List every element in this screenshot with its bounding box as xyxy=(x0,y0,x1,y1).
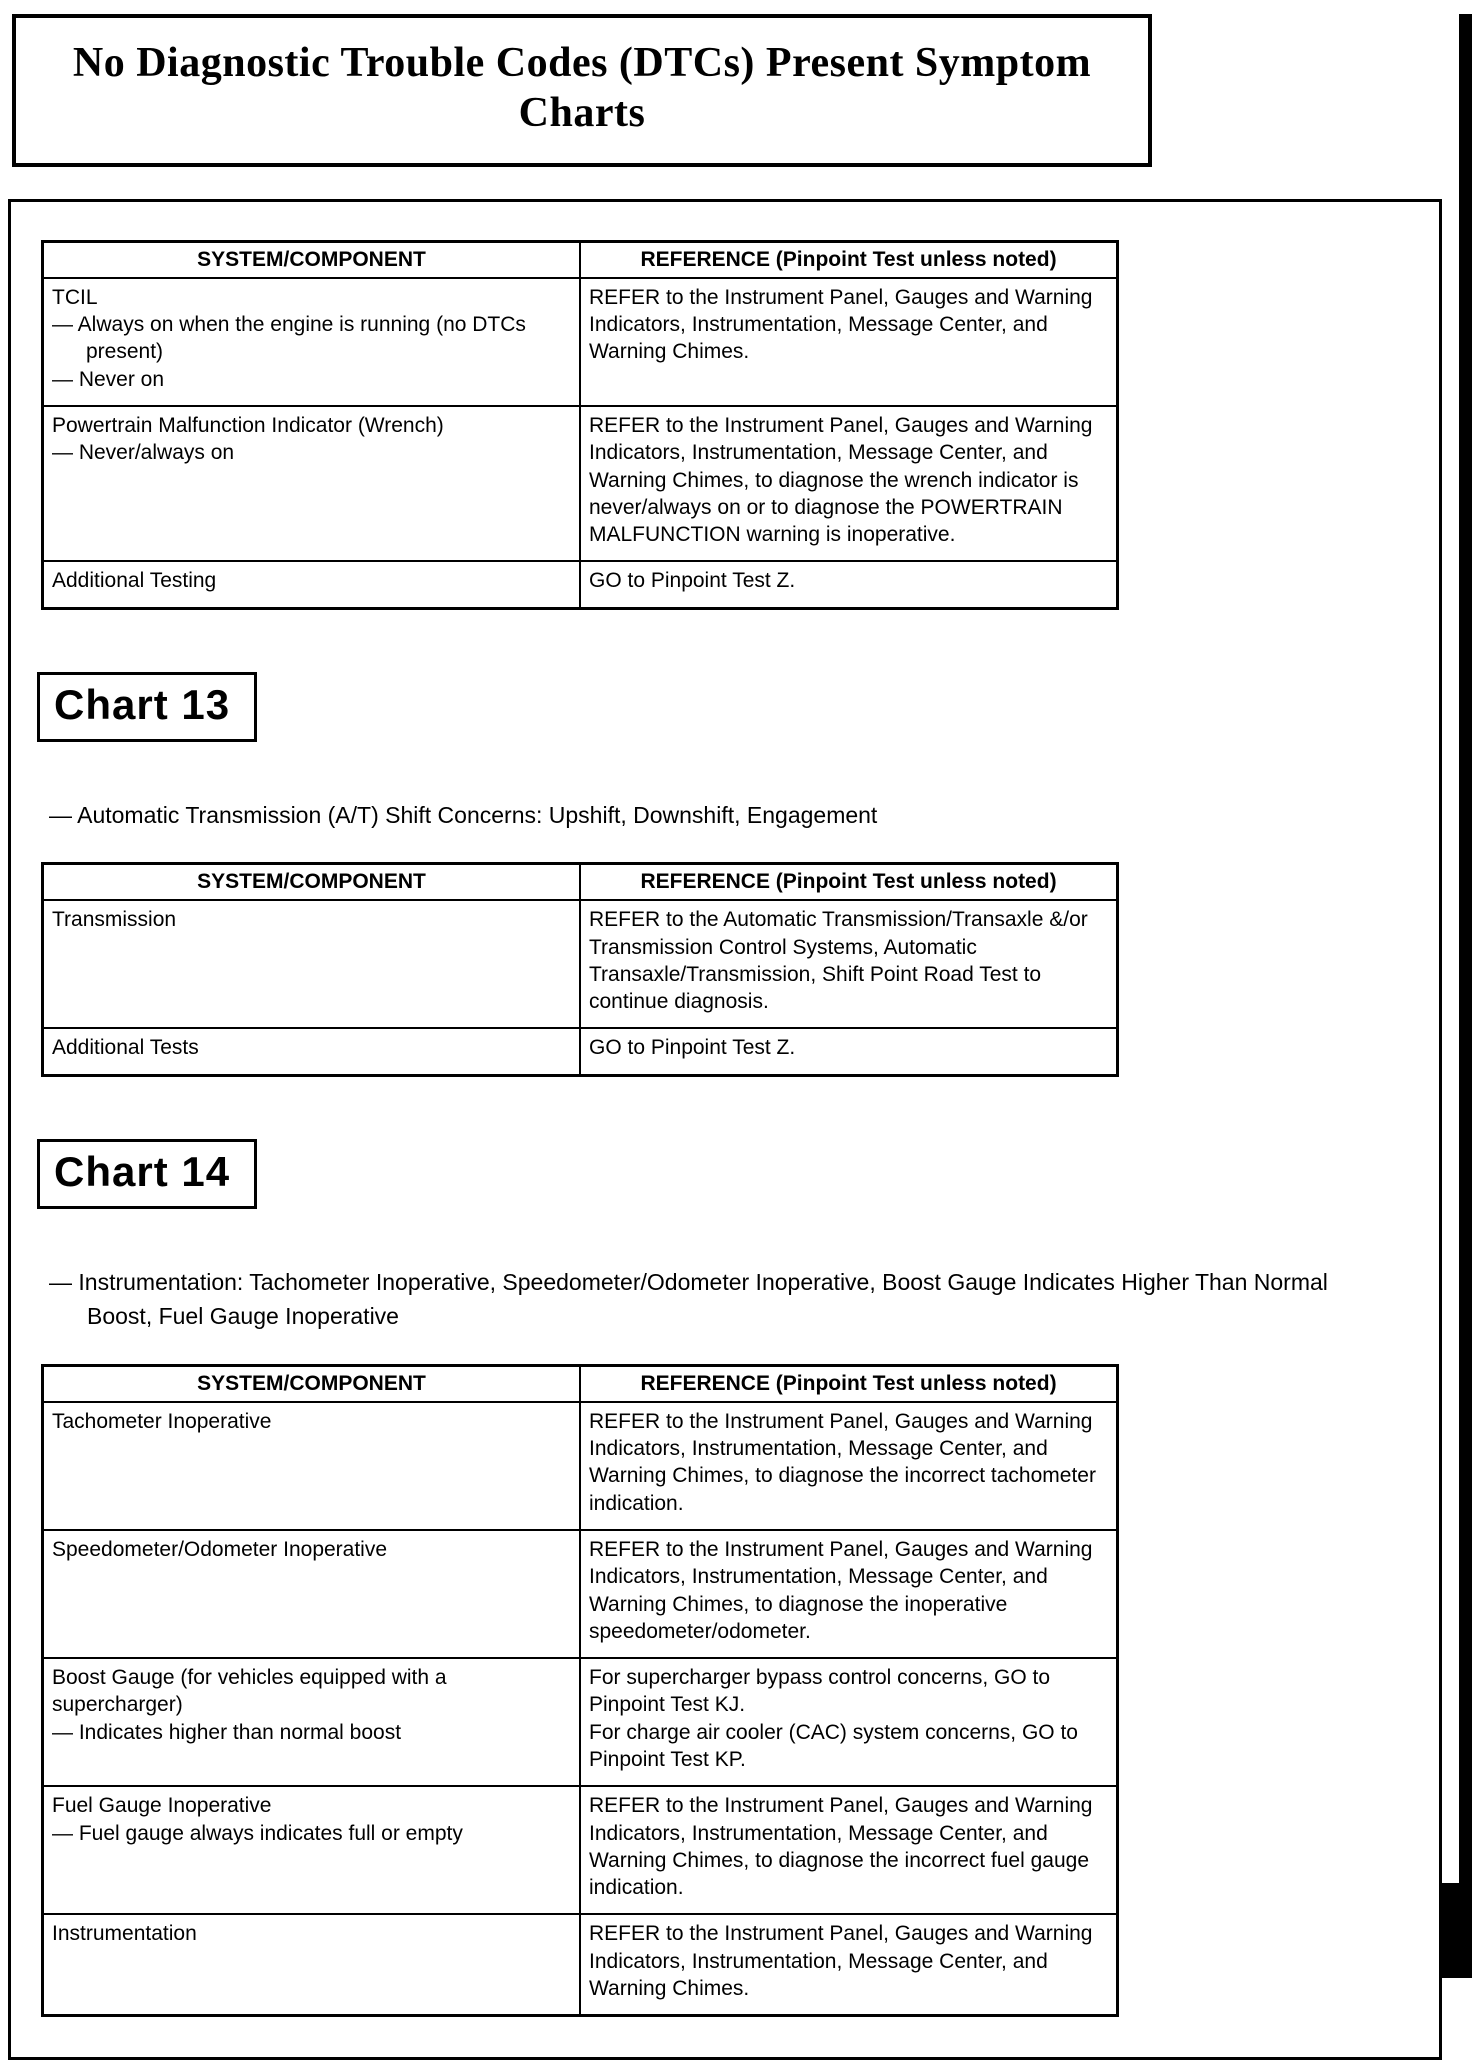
component-line: TCIL xyxy=(52,285,98,309)
reference-line: GO to Pinpoint Test Z. xyxy=(589,1036,796,1060)
table-row xyxy=(43,406,1118,561)
component-line: — Fuel gauge always indicates full or empty xyxy=(52,1821,463,1845)
page-title: No Diagnostic Trouble Codes (DTCs) Present Symptom Charts xyxy=(72,40,1092,137)
reference-line: REFER to the Instrument Panel, Gauges and Warning Indicators, Instrumentation, Message Center, and Warning Chimes. xyxy=(589,1922,1093,2001)
scan-edge-bar xyxy=(1459,14,1472,1978)
header-reference: REFERENCE (Pinpoint Test unless noted) xyxy=(580,241,1118,278)
table-row xyxy=(43,561,1118,608)
component-line: — Indicates higher than normal boost xyxy=(52,1720,402,1744)
header-system-component: SYSTEM/COMPONENT xyxy=(43,864,581,901)
system-component-cell xyxy=(43,1530,581,1658)
table-header-row xyxy=(43,241,1118,278)
reference-cell xyxy=(580,1914,1118,2015)
system-component-cell xyxy=(43,1786,581,1914)
component-line: — Never/always on xyxy=(52,441,235,465)
system-component-cell xyxy=(43,1028,581,1075)
chart-14-label: Chart 14 xyxy=(54,1147,231,1195)
component-line: Boost Gauge (for vehicles equipped with a supercharger) xyxy=(52,1666,447,1717)
system-component-cell xyxy=(43,1402,581,1530)
reference-line: GO to Pinpoint Test Z. xyxy=(589,569,796,593)
table-row xyxy=(43,1786,1118,1914)
reference-line: REFER to the Instrument Panel, Gauges and Warning Indicators, Instrumentation, Message Center, and Warning Chimes, to diagnose the wrench indicator is never/always on or to diagnose the POWERTRAIN MALFUNCTION warning is inoperative. xyxy=(589,413,1093,547)
chart-14-description: — Instrumentation: Tachometer Inoperative, Speedometer/Odometer Inoperative, Boost Gauge Indicates Higher Than Normal Boost, Fuel Gauge Inoperative xyxy=(49,1268,1328,1330)
system-component-cell xyxy=(43,406,581,561)
component-line: Powertrain Malfunction Indicator (Wrench) xyxy=(52,413,444,437)
component-line: — Never on xyxy=(52,367,165,391)
reference-line: REFER to the Instrument Panel, Gauges and Warning Indicators, Instrumentation, Message Center, and Warning Chimes, to diagnose the incorrect fuel gauge indication. xyxy=(589,1794,1093,1900)
table-row xyxy=(43,278,1118,406)
reference-line: REFER to the Instrument Panel, Gauges and Warning Indicators, Instrumentation, Message Center, and Warning Chimes. xyxy=(589,285,1093,364)
header-reference: REFERENCE (Pinpoint Test unless noted) xyxy=(580,864,1118,901)
component-line: — Always on when the engine is running (no DTCs present) xyxy=(52,313,526,364)
table-row xyxy=(43,1028,1118,1075)
reference-cell xyxy=(580,406,1118,561)
reference-line: For charge air cooler (CAC) system concerns, GO to Pinpoint Test KP. xyxy=(589,1720,1078,1771)
content-frame xyxy=(8,199,1442,2060)
chart-13-description: — Automatic Transmission (A/T) Shift Concerns: Upshift, Downshift, Engagement xyxy=(49,801,878,828)
system-component-cell xyxy=(43,278,581,406)
system-component-cell xyxy=(43,1658,581,1786)
chart-13-label-box xyxy=(37,672,257,742)
table-header-row xyxy=(43,864,1118,901)
reference-cell xyxy=(580,900,1118,1028)
system-component-cell xyxy=(43,1914,581,2015)
symptom-table-3 xyxy=(41,1364,1119,2018)
reference-line: REFER to the Instrument Panel, Gauges and Warning Indicators, Instrumentation, Message Center, and Warning Chimes, to diagnose the inoperative speedometer/odometer. xyxy=(589,1537,1093,1643)
reference-cell xyxy=(580,278,1118,406)
table-row xyxy=(43,1914,1118,2015)
reference-cell xyxy=(580,1530,1118,1658)
table-row xyxy=(43,1658,1118,1786)
page-title-box xyxy=(12,14,1152,167)
chart-13-label: Chart 13 xyxy=(54,680,231,728)
reference-cell xyxy=(580,1028,1118,1075)
reference-cell xyxy=(580,1786,1118,1914)
table-row xyxy=(43,1530,1118,1658)
reference-line: REFER to the Instrument Panel, Gauges and Warning Indicators, Instrumentation, Message Center, and Warning Chimes, to diagnose the incorrect tachometer indication. xyxy=(589,1409,1096,1515)
reference-cell xyxy=(580,1402,1118,1530)
table-row xyxy=(43,1402,1118,1530)
system-component-cell xyxy=(43,900,581,1028)
component-line: Fuel Gauge Inoperative xyxy=(52,1794,272,1818)
table-header-row xyxy=(43,1365,1118,1402)
component-line: Tachometer Inoperative xyxy=(52,1409,272,1433)
header-system-component: SYSTEM/COMPONENT xyxy=(43,241,581,278)
component-line: Speedometer/Odometer Inoperative xyxy=(52,1537,388,1561)
reference-cell xyxy=(580,561,1118,608)
reference-cell xyxy=(580,1658,1118,1786)
header-reference: REFERENCE (Pinpoint Test unless noted) xyxy=(580,1365,1118,1402)
symptom-table-1 xyxy=(41,240,1119,610)
table-row xyxy=(43,900,1118,1028)
chart-14-label-box xyxy=(37,1139,257,1209)
system-component-cell xyxy=(43,561,581,608)
reference-line: REFER to the Automatic Transmission/Transaxle &/or Transmission Control Systems, Automatic Transaxle/Transmission, Shift Point Road Test to continue diagnosis. xyxy=(589,908,1088,1014)
header-system-component: SYSTEM/COMPONENT xyxy=(43,1365,581,1402)
component-line: Instrumentation xyxy=(52,1922,197,1946)
reference-line: For supercharger bypass control concerns, GO to Pinpoint Test KJ. xyxy=(589,1666,1051,1717)
symptom-table-2 xyxy=(41,862,1119,1076)
component-line: Additional Testing xyxy=(52,569,217,593)
component-line: Additional Tests xyxy=(52,1036,199,1060)
component-line: Transmission xyxy=(52,908,177,932)
